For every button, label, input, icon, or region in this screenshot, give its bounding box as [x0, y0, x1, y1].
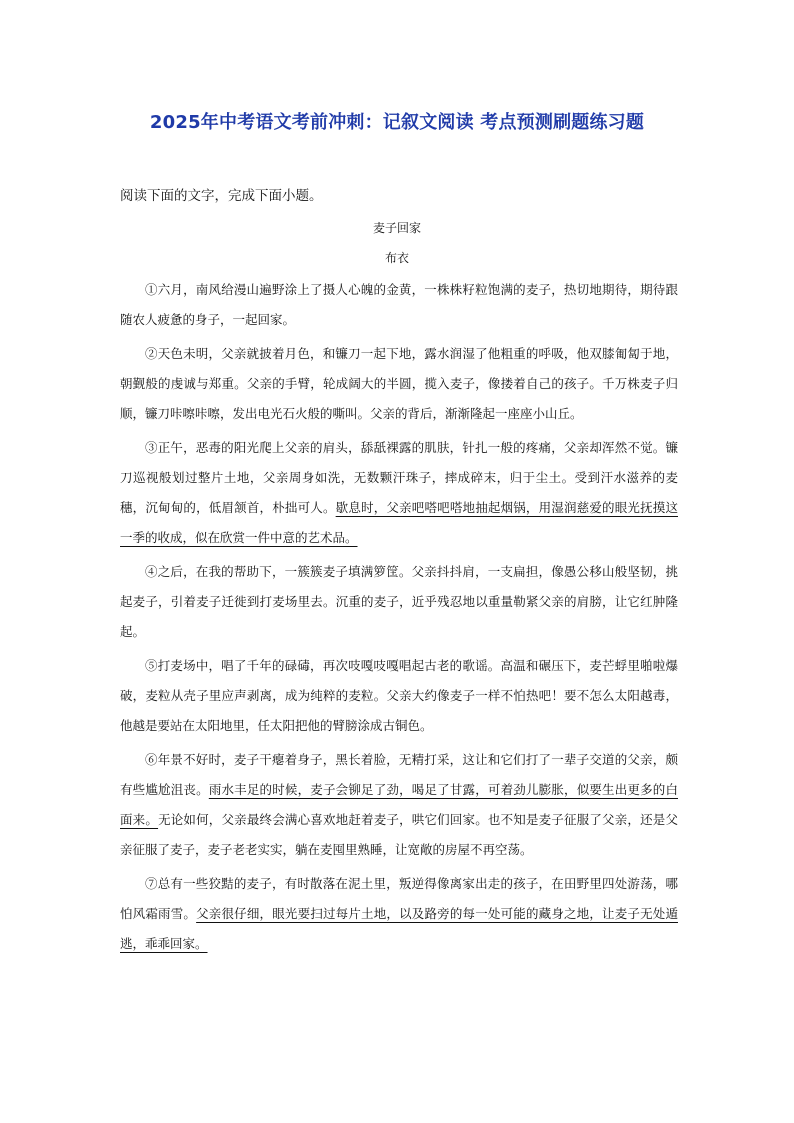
paragraph-2 [120, 339, 678, 429]
underlined-sentence: 雨水丰足的时候，麦子会铆足了劲，喝足了甘露，可着劲儿膨胀，似要生出更多的白面来。 [120, 782, 678, 827]
underlined-sentence: 歇息时，父亲吧嗒吧嗒地抽起烟锅，用湿润慈爱的眼光抚摸这一季的收成，似在欣赏一件中意的艺术品。 [120, 500, 678, 545]
paragraph-3 [120, 433, 678, 553]
paragraph-text: ⑤打麦场中，唱了千年的碌碡，再次吱嘎吱嘎唱起古老的歌谣。高温和碾压下，麦芒蜉里啪啦爆破，麦粒从壳子里应声剥离，成为纯粹的麦粒。父亲大约像麦子一样不怕热吧！要不怎么太阳越毒，他越是要站在太阳地里，任太阳把他的臂膀涂成古铜色。 [120, 658, 678, 733]
underlined-sentence: 父亲很仔细，眼光要扫过每片土地，以及路旁的每一处可能的藏身之地，让麦子无处遁逃，乖乖回家。 [120, 906, 678, 951]
paragraph-text: ③正午，恶毒的阳光爬上父亲的肩头，舔舐裸露的肌肤，针扎一般的疼痛，父亲却浑然不觉。镰刀巡视般划过整片土地，父亲周身如洗，无数颗汗珠子，摔成碎末，归于尘土。受到汗水滋养的麦穗，沉甸甸的，低眉颔首，朴拙可人。 [120, 440, 678, 515]
essay-author: 布衣 [384, 251, 409, 265]
paragraph-4 [120, 557, 678, 647]
paragraph-6 [120, 745, 678, 865]
paragraph-text: ④之后，在我的帮助下，一簇簇麦子填满箩筐。父亲抖抖肩，一支扁担，像愚公移山般坚韧，挑起麦子，引着麦子迁徙到打麦场里去。沉重的麦子，近乎残忍地以重量勒紧父亲的肩膀，让它红肿隆起。 [120, 564, 678, 639]
essay-title: 麦子回家 [372, 221, 421, 235]
essay-body [120, 275, 678, 963]
paragraph-text: ⑦总有一些狡黠的麦子，有时散落在泥土里，叛逆得像离家出走的孩子，在田野里四处游荡，哪怕风霜雨雪。 [120, 876, 678, 921]
paragraph-5 [120, 651, 678, 741]
paragraph-text: ⑥年景不好时，麦子干瘪着身子，黑长着脸，无精打采，这让和它们打了一辈子交道的父亲，颇有些尴尬沮丧。 [120, 752, 678, 797]
paragraph-text-tail: 无论如何，父亲最终会满心喜欢地赶着麦子，哄它们回家。也不知是麦子征服了父亲，还是父亲征服了麦子，麦子老老实实，躺在麦囤里熟睡，让宽敞的房屋不再空荡。 [120, 812, 678, 857]
paragraph-1 [120, 275, 678, 335]
paragraph-text: ①六月，南风给漫山遍野涂上了摄人心魄的金黄，一株株籽粒饱满的麦子，热切地期待，期待跟随农人疲惫的身子，一起回家。 [120, 282, 678, 327]
reading-instruction: 阅读下面的文字，完成下面小题。 [120, 188, 323, 204]
paragraph-7 [120, 869, 678, 959]
document-title: 2025年中考语文考前冲刺：记叙文阅读 考点预测刷题练习题 [149, 112, 645, 133]
paragraph-text: ②天色未明，父亲就披着月色，和镰刀一起下地，露水润湿了他粗重的呼吸，他双膝匍匐于地，朝觐般的虔诚与郑重。父亲的手臂，轮成阔大的半圆，揽入麦子，像搂着自己的孩子。千万株麦子归顺，镰刀咔嚓咔嚓，发出电光石火般的嘶叫。父亲的背后，渐渐隆起一座座小山丘。 [120, 346, 678, 421]
